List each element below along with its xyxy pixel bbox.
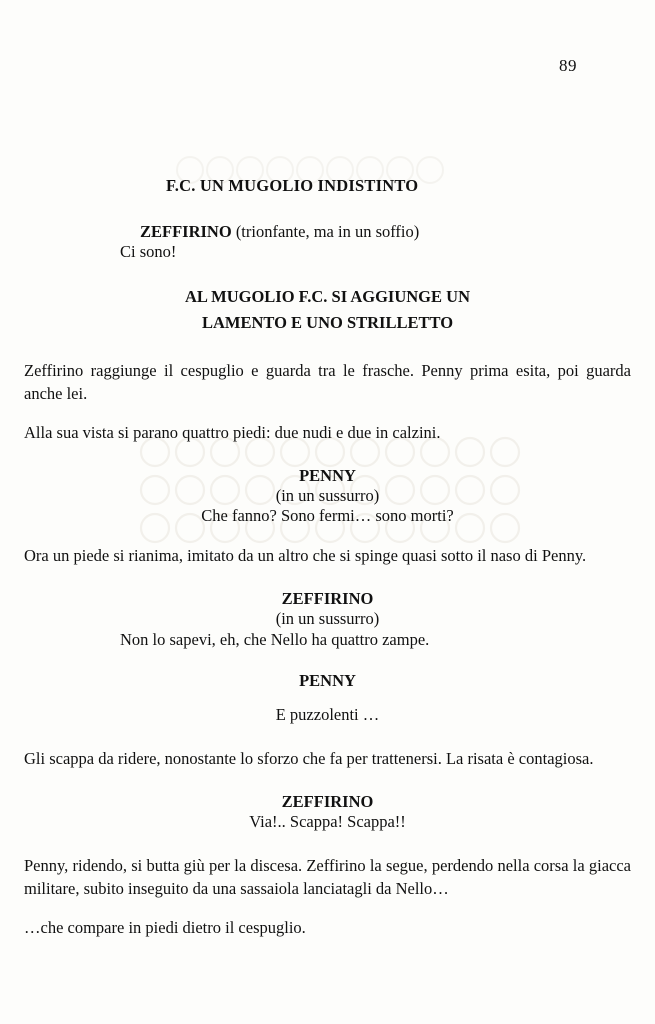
character-name: ZEFFIRINO (140, 222, 232, 241)
scene-heading-2-line-1: AL MUGOLIO F.C. SI AGGIUNGE UN (185, 287, 470, 306)
dialogue-cue (140, 222, 631, 242)
action-paragraph: Gli scappa da ridere, nonostante lo sforzo che fa per trattenersi. La risata è contagiosa. (24, 749, 594, 769)
page-number: 89 (559, 56, 577, 75)
script-body (24, 176, 631, 956)
action-paragraph: …che compare in piedi dietro il cespuglio. (24, 918, 306, 938)
action-paragraph: Penny, ridendo, si butta giù per la discesa. Zeffirino la segue, perdendo nella corsa la giacca militare, subito inseguito da una sassaiola lanciatagli da Nello… (24, 856, 631, 899)
action-paragraph: Zeffirino raggiunge il cespuglio e guarda tra le frasche. Penny prima esita, poi guarda anche lei. (24, 360, 631, 403)
parenthetical: (in un sussurro) (275, 485, 380, 505)
character-name: ZEFFIRINO (281, 792, 374, 812)
dialogue-line: E puzzolenti … (275, 705, 380, 725)
action-paragraph: Ora un piede si rianima, imitato da un altro che si spinge quasi sotto il naso di Penny. (24, 545, 587, 565)
scene-heading: F.C. UN MUGOLIO INDISTINTO (166, 176, 419, 195)
parenthetical: (trionfante, ma in un soffio) (235, 222, 420, 241)
character-name: PENNY (299, 465, 356, 485)
character-name: PENNY (299, 671, 356, 691)
action-paragraph: Alla sua vista si parano quattro piedi: due nudi e due in calzini. (24, 422, 441, 442)
character-name: ZEFFIRINO (281, 588, 374, 608)
parenthetical: (in un sussurro) (275, 608, 380, 628)
dialogue-line: Che fanno? Sono fermi… sono morti? (201, 505, 454, 525)
dialogue-line: Non lo sapevi, eh, che Nello ha quattro zampe. (120, 629, 430, 649)
dialogue-line: Ci sono! (120, 242, 177, 261)
dialogue-line: Via!.. Scappa! Scappa!! (249, 812, 406, 832)
scene-heading-2-line-2: LAMENTO E UNO STRILLETTO (201, 313, 454, 333)
